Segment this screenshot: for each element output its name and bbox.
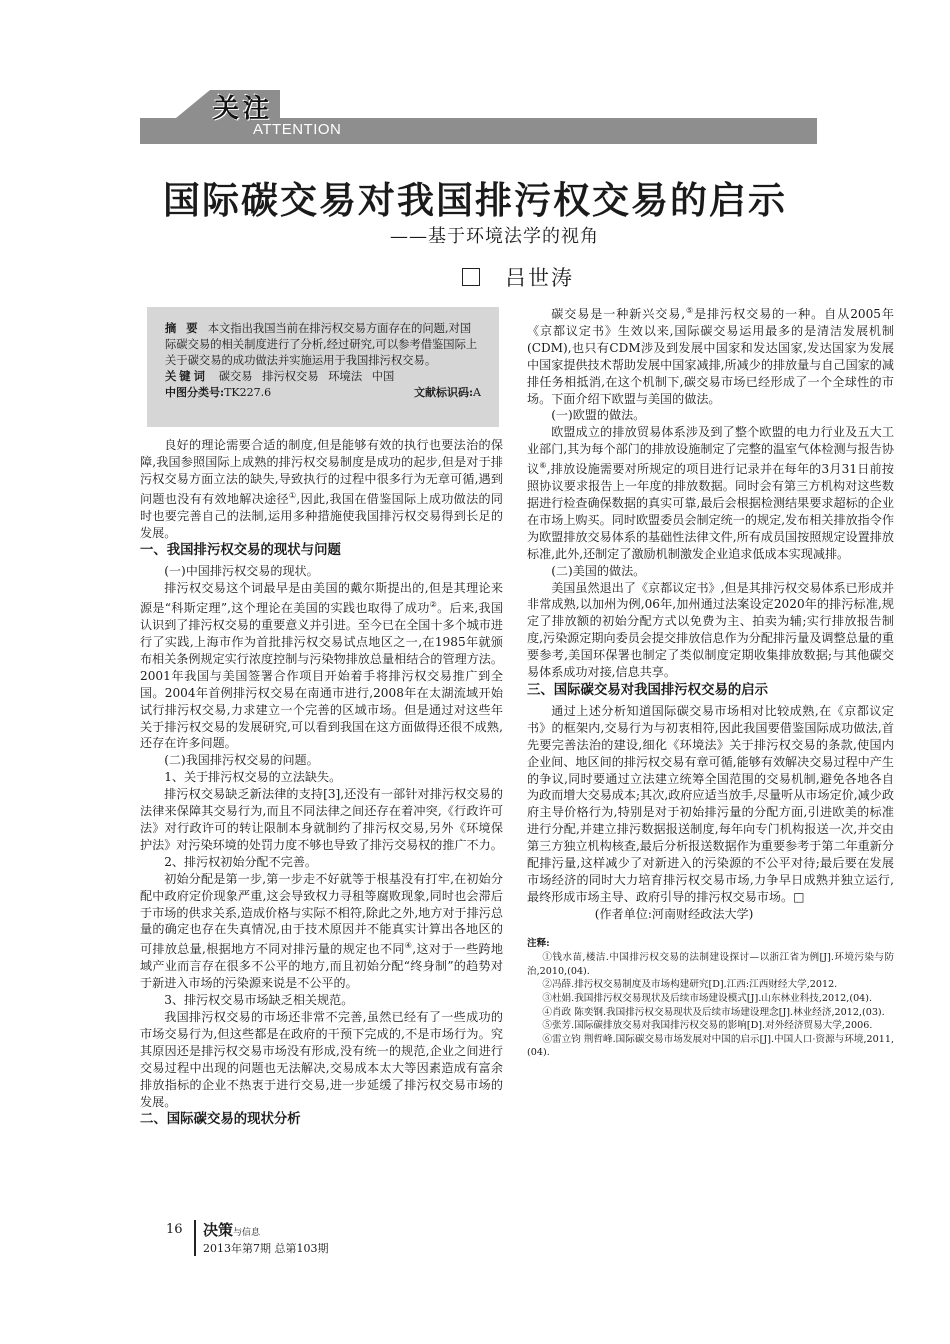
paragraph: 欧盟成立的排放贸易体系涉及到了整个欧盟的电力行业及五大工业部门,其为每个部门的排放设施制定了完整的温室气体检测与报告协议⑥,排放设施需要对所规定的项目进行记录并在每年的3月31日前按照协议要求报告上一年度的排放数据。同时会有第三方机构对这些数据进行检查确保数据的真实可靠,最后会根据检测结果要求超标的企业在市场上购买。同时欧盟委员会制定统一的规定,发布相关排放指令作为欧盟排放交易体系的基础性法律文件,所有成员国按照规定设置排放标准,此外,还制定了激励机制激发企业追求低成本实现减排。 xyxy=(527,425,894,561)
paragraph: 碳交易是一种新兴交易,⑤是排污权交易的一种。自从2005年《京都议定书》生效以来,国际碳交易运用最多的是清洁发展机制(CDM),也只有CDM涉及到发展中国家和发达国家,发达国家为发展中国家提供技术帮助发展中国家减排,所减少的排放量与自己国家的减排任务相抵消,在这个机制下,碳交易市场已经形成了一个全球性的市场。下面介绍下欧盟与美国的做法。 xyxy=(527,306,894,406)
note-item: ⑤张芳.国际碳排放交易对我国排污权交易的影响[D].对外经济贸易大学,2006. xyxy=(542,1020,873,1032)
abstract-text xyxy=(165,321,481,369)
left-column xyxy=(140,437,503,1132)
page-number: 16 xyxy=(166,1222,183,1237)
subsection-heading-1a: (一)中国排污权交易的现状。 xyxy=(164,564,319,579)
section-label-cn: 关注 xyxy=(213,94,274,124)
note-item: ②冯薛.排污权交易制度及市场构建研究[D].江西:江西财经大学,2012. xyxy=(542,979,838,991)
subsection-heading-us: (二)美国的做法。 xyxy=(551,563,646,578)
keywords-value: 碳交易 排污权交易 环境法 中国 xyxy=(218,370,395,383)
list-item: 3、排污权交易市场缺乏相关规范。 xyxy=(164,993,354,1008)
footer-divider xyxy=(194,1220,196,1256)
keywords-label: 关键词 xyxy=(165,370,208,383)
doc-code: 文献标识码:A xyxy=(413,386,481,399)
note-item: ③杜娟.我国排污权交易现状及后续市场建设模式[J].山东林业科技,2012,(04). xyxy=(542,993,873,1005)
list-item: 1、关于排污权交易的立法缺失。 xyxy=(164,770,342,785)
keywords xyxy=(165,369,481,385)
section-heading-1: 一、我国排污权交易的现状与问题 xyxy=(140,543,341,559)
note-item: ①钱水苗,楼洁.中国排污权交易的法制建设探讨—以浙江省为例[J].环境污染与防治,2010,(04). xyxy=(527,952,894,977)
author-box-icon xyxy=(462,268,480,286)
abstract-box xyxy=(147,307,499,427)
intro-paragraph: 良好的理论需要合适的制度,但是能够有效的执行也要法治的保障,我国参照国际上成熟的排污权交易制度是成功的起步,但是对于排污权交易方面立法的缺失,导致执行的过程中很多行为无章可循,遇到问题也没有有效地解决途径①,因此,我国在借鉴国际上成功做法的同时也要完善自己的法制,运用多种措施使我国排污权交易得到长足的发展。 xyxy=(140,438,503,540)
abstract-body: 本文指出我国当前在排污权交易方面存在的问题,对国际碳交易的相关制度进行了分析,经过研究,可以参考借鉴国际上关于碳交易的成功做法并实施运用于我国排污权交易。 xyxy=(165,322,478,367)
note-item: ⑥雷立钧 荆哲峰.国际碳交易市场发展对中国的启示[J].中国人口·资源与环境,2011,(04). xyxy=(527,1033,894,1059)
paragraph: 我国排污权交易的市场还非常不完善,虽然已经有了一些成功的市场交易行为,但这些都是在政府的干预下完成的,不是市场行为。究其原因还是排污权交易市场没有形成,没有统一的规范,企业之间进行交易过程中出现的问题也无法解决,交易成本太大等因素造成有富余排放指标的企业不热衷于进行交易,进一步延缓了排污权交易市场的发展。 xyxy=(140,1010,503,1109)
paragraph: 美国虽然退出了《京都议定书》,但是其排污权交易体系已形成并非常成熟,以加州为例,06年,加州通过法案设定2020年的排污标准,规定了排放额的初始分配方式以免费为主、拍卖为辅;实行排放报告制度,污染源定期向委员会提交排放信息作为分配排污量及调整总量的重要参考,美国环保署也制定了类似制度定期收集排放数据;与其他碳交易体系成功对接,信息共享。 xyxy=(527,580,894,680)
paragraph: 通过上述分析知道国际碳交易市场相对比较成熟,在《京都议定书》的框架内,交易行为与初衷相符,因此我国要借鉴国际成功做法,首先要完善法治的建设,细化《环境法》关于排污权交易的条款,使国内企业间、地区间的排污权交易有章可循,能够有效解决交易过程中产生的争议,同时要通过立法建立统筹全国范围的交易机制,避免各地各自为政而增大交易成本;其次,政府应适当放手,尽量听从市场定价,减少政府主导价格行为,特别是对于初始排污量的分配方面,引进欧美的标准进行分配,并建立排污数据报送制度,每年向专门机构报送一次,并交由第三方独立机构核查,最后分析报送数据作为重要参考于第二年重新分配排污量,这样减少了对新进入的污染源的不公平对待;最后要在发展市场经济的同时大力培育排污权交易市场,力争早日成熟并独立运行,最终形成市场主导、政府引导的排污权交易市场。□ xyxy=(527,703,894,904)
subsection-heading-eu: (一)欧盟的做法。 xyxy=(551,408,646,423)
right-column xyxy=(527,303,894,1060)
magazine-name: 决策与信息 xyxy=(203,1221,261,1239)
section-heading-3: 三、国际碳交易对我国排污权交易的启示 xyxy=(527,683,769,698)
notes xyxy=(527,937,894,1060)
subsection-heading-1b: (二)我国排污权交易的问题。 xyxy=(164,753,319,768)
paragraph: 初始分配是第一步,第一步走不好就等于根基没有打牢,在初始分配中政府定价现象严重,这会导致权力寻租等腐败现象,同时也会滞后于市场的供求关系,造成价格与实际不相符,除此之外,地方对于排污总量的确定也存在失真情况,由于技术原因并不能真实计算出各地区的可排放总量,根据地方不同对排污量的规定也不同④,这对于一些跨地域产业而言存在很多不公平的地方,而且初始分配“终身制”的趋势对于新进入市场的污染源来说是不公平的。 xyxy=(140,871,503,991)
header-band-notch xyxy=(176,90,210,118)
author-affiliation: (作者单位:河南财经政法大学) xyxy=(594,906,754,921)
author-name: 吕世涛 xyxy=(505,266,574,290)
classification xyxy=(165,385,481,401)
note-item: ④肖政 陈奕钢.我国排污权交易现状及后续市场建设理念[J].林业经济,2012,(03). xyxy=(542,1006,885,1018)
section-heading-2: 二、国际碳交易的现状分析 xyxy=(140,1112,301,1128)
list-item: 2、排污权初始分配不完善。 xyxy=(164,854,318,869)
section-label-en: ATTENTION xyxy=(253,121,342,138)
article-subtitle: ——基于环境法学的视角 xyxy=(390,226,599,247)
class-number: 中图分类号:TK227.6 xyxy=(165,386,272,399)
notes-label: 注释: xyxy=(527,937,550,949)
paragraph: 排污权交易缺乏新法律的支持[3],还没有一部针对排污权交易的法律来保障其交易行为,而且不同法律之间还存在着冲突,《行政许可法》对行政许可的转让限制本身就制约了排污权交易,另外《环境保护法》对污染环境的处罚力度不够也导致了排污交易权的推广不力。 xyxy=(140,787,503,852)
abstract-label: 摘 要 xyxy=(165,322,201,335)
article-title: 国际碳交易对我国排污权交易的启示 xyxy=(163,179,787,222)
issue-info: 2013年第7期 总第103期 xyxy=(203,1242,329,1255)
paragraph: 排污权交易这个词最早是由美国的戴尔斯提出的,但是其理论来源是“科斯定理”,这个理论在美国的实践也取得了成功②。后来,我国认识到了排污权交易的重要意义并引进。至今已在全国十多个城市进行了实践,上海市作为首批排污权交易试点地区之一,在1985年就颁布相关条例规定实行浓度控制与污染物排放总量相结合的管理方法。2001年我国与美国签署合作项目开始着手将排污权交易推广到全国。2004年首例排污权交易在南通市进行,2008年在太湖流域开始试行排污权交易,力求建立一个完善的区域市场。但是通过对这些年关于排污权交易的发展研究,可以看到我国在这方面做得还很不成熟,还存在许多问题。 xyxy=(140,581,503,751)
